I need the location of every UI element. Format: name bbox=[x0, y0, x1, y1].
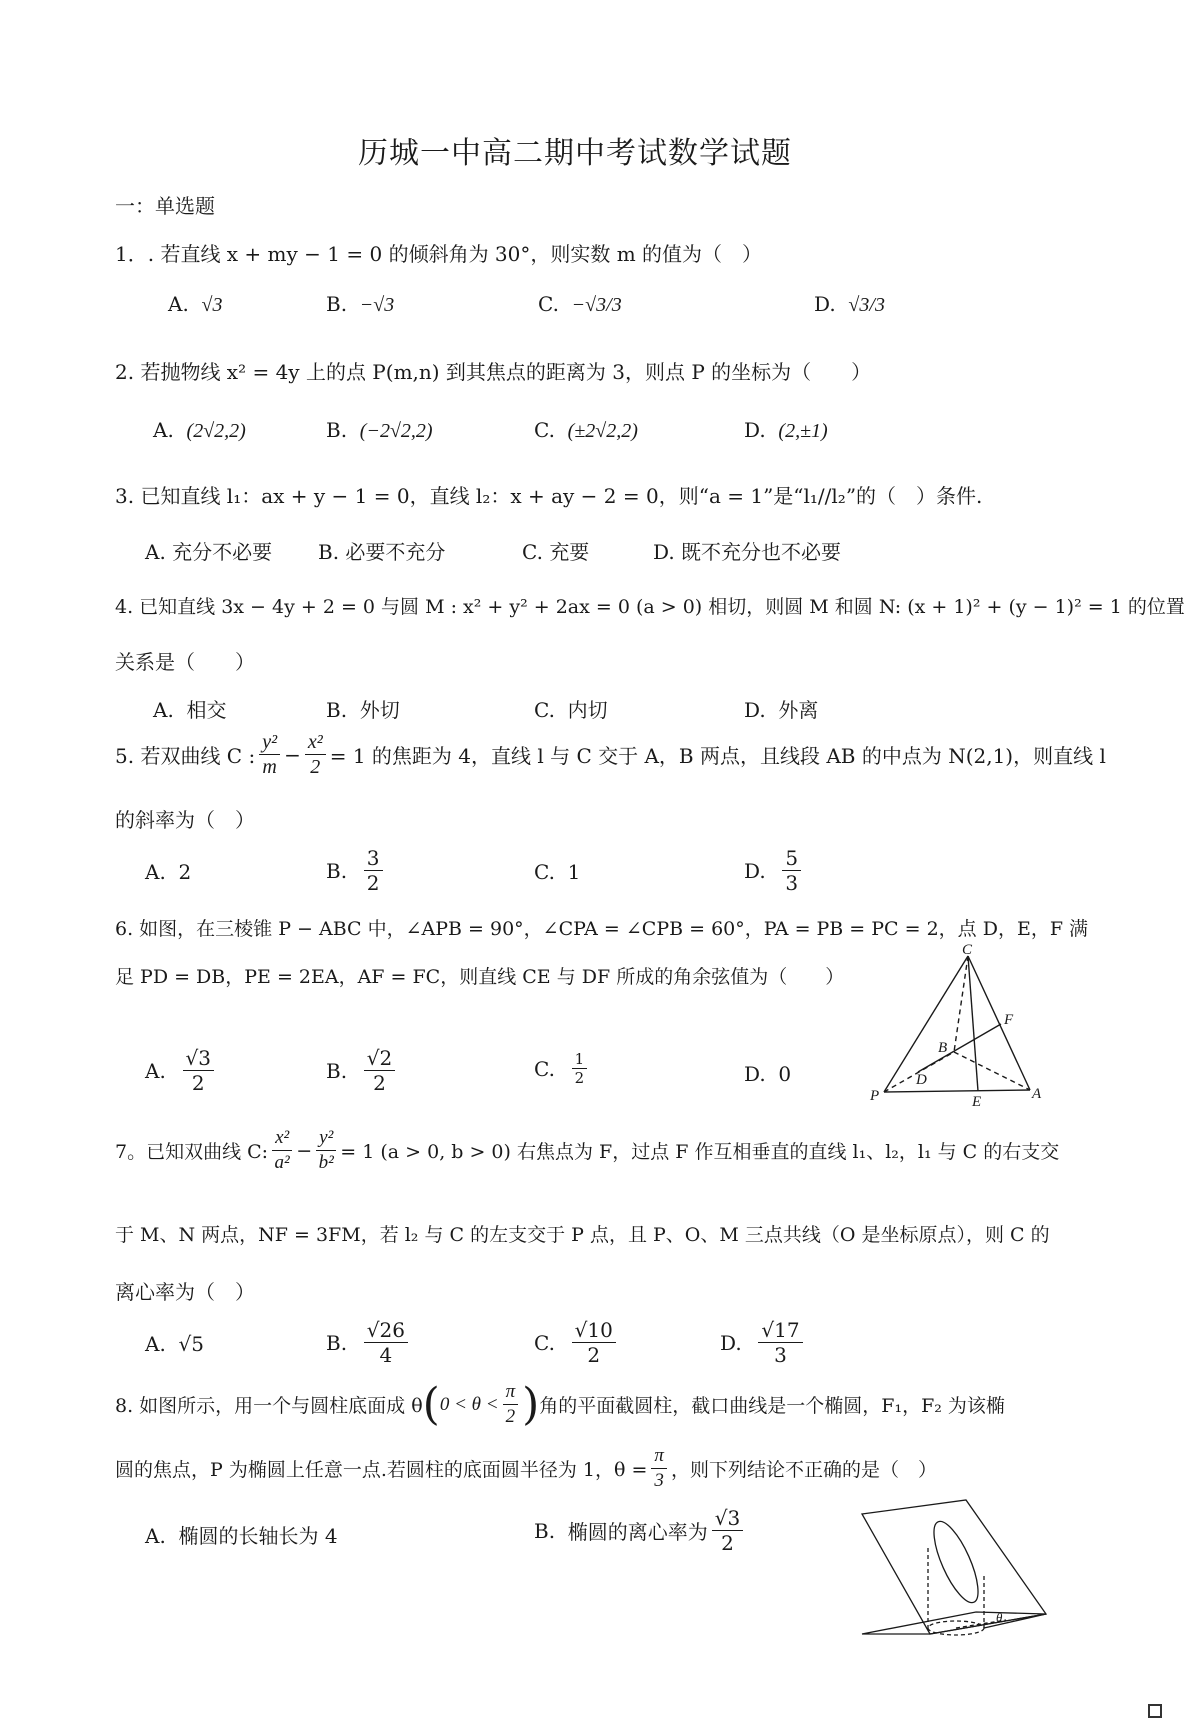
option-value: 内切 bbox=[567, 698, 608, 722]
denominator: a² bbox=[274, 1152, 290, 1173]
denominator: 4 bbox=[379, 1343, 393, 1367]
q3-option-b bbox=[318, 536, 445, 565]
question-5-stem-line2: 的斜率为（ ） bbox=[115, 808, 255, 832]
q8-stem-end: 角的平面截圆柱，截口曲线是一个椭圆，F₁，F₂ 为该椭 bbox=[539, 1395, 1005, 1417]
left-paren: ( bbox=[422, 1378, 440, 1430]
option-value: (±2√2,2) bbox=[567, 420, 638, 442]
q7-stem-start: 7。已知双曲线 C: bbox=[115, 1141, 269, 1163]
option-fraction bbox=[183, 1046, 214, 1095]
option-value: (2√2,2) bbox=[186, 420, 246, 442]
option-key: A. bbox=[145, 1058, 166, 1083]
label-p: P bbox=[870, 1088, 880, 1104]
label-a: A bbox=[1032, 1086, 1042, 1102]
option-key: A. bbox=[145, 1332, 166, 1356]
option-key: B. bbox=[326, 292, 348, 316]
option-key: B. bbox=[534, 1518, 556, 1543]
section-ellipse bbox=[925, 1516, 986, 1608]
q2-option-d bbox=[744, 418, 828, 443]
option-key: B. bbox=[326, 858, 348, 883]
option-value: 0 bbox=[778, 1062, 792, 1086]
q5-option-d bbox=[744, 846, 805, 895]
pyramid-figure bbox=[860, 944, 1060, 1108]
q7-option-a bbox=[145, 1332, 204, 1356]
q8-pi-fraction bbox=[503, 1380, 519, 1429]
question-7-stem-line2: 于 M、N 两点，NF = 3FM，若 l₂ 与 C 的左支交于 P 点，且 P、O、M 三点共线（O 是坐标原点），则 C 的 bbox=[115, 1224, 1050, 1246]
denominator: 3 bbox=[774, 1343, 787, 1367]
numerator: √3 bbox=[712, 1506, 743, 1531]
q5-stem-start: 5. 若双曲线 C : bbox=[115, 744, 256, 768]
option-key: C. bbox=[534, 418, 555, 442]
label-f: F bbox=[1004, 1012, 1014, 1028]
q7-stem-end: = 1 (a > 0, b > 0) 右焦点为 F，过点 F 作互相垂直的直线 l₁、l₂，l₁ 与 C 的右支交 bbox=[340, 1141, 1060, 1163]
numerator: √17 bbox=[758, 1318, 802, 1343]
q5-fraction-1 bbox=[259, 730, 280, 779]
option-key: C. bbox=[522, 540, 543, 564]
option-key: A. bbox=[145, 860, 166, 884]
numerator: y² bbox=[316, 1126, 336, 1151]
q3-option-c bbox=[522, 536, 589, 565]
option-key: A. bbox=[145, 1524, 166, 1548]
q7-fraction-1 bbox=[272, 1126, 292, 1175]
question-7-stem-line1 bbox=[115, 1126, 1059, 1175]
q1-option-d bbox=[814, 292, 885, 317]
line-df bbox=[918, 1024, 1001, 1072]
q8-stem-start: 8. 如图所示，用一个与圆柱底面成 θ bbox=[115, 1395, 423, 1417]
label-b: B bbox=[938, 1040, 948, 1056]
option-value: 外切 bbox=[359, 698, 400, 722]
q4-option-c bbox=[534, 694, 608, 723]
option-key: A. bbox=[145, 540, 166, 564]
label-e: E bbox=[972, 1094, 982, 1108]
q5-option-c bbox=[534, 860, 580, 884]
option-key: A. bbox=[153, 418, 174, 442]
option-value: 充分不必要 bbox=[172, 540, 273, 564]
edge-pa bbox=[884, 1090, 1030, 1092]
edge-ba bbox=[954, 1052, 1030, 1090]
option-value: 外离 bbox=[778, 698, 819, 722]
option-value: −√3 bbox=[359, 294, 395, 316]
q6-option-c bbox=[534, 1050, 591, 1087]
option-key: C. bbox=[538, 292, 559, 316]
q4-option-a bbox=[153, 694, 227, 723]
numerator: x² bbox=[305, 730, 326, 755]
q6-option-a bbox=[145, 1046, 218, 1095]
q2-option-c bbox=[534, 418, 638, 443]
numerator: 3 bbox=[364, 846, 383, 871]
option-value: 相交 bbox=[186, 698, 227, 722]
q1-option-a bbox=[168, 292, 223, 317]
option-key: A. bbox=[153, 698, 174, 722]
section-heading: 一：单选题 bbox=[115, 194, 215, 218]
q6-option-d bbox=[744, 1062, 791, 1086]
option-fraction bbox=[572, 1050, 588, 1087]
numerator: √2 bbox=[364, 1046, 395, 1071]
cutting-plane bbox=[862, 1500, 1046, 1634]
denominator: 2 bbox=[574, 1069, 585, 1087]
qr-code-icon bbox=[1148, 1704, 1162, 1718]
question-5-stem-line1 bbox=[115, 730, 1106, 779]
q7-option-c bbox=[534, 1318, 620, 1367]
numerator: x² bbox=[272, 1126, 292, 1151]
numerator: π bbox=[651, 1444, 667, 1469]
question-4-stem-line1: 4. 已知直线 3x − 4y + 2 = 0 与圆 M : x² + y² + 2ax = 0 (a > 0) 相切，则圆 M 和圆 N: (x + 1)² + (y − 1)² = 1 的位置 bbox=[115, 596, 1185, 618]
q7-option-d bbox=[720, 1318, 807, 1367]
question-6-stem-line1: 6. 如图，在三棱锥 P − ABC 中，∠APB = 90°，∠CPA = ∠CPB = 60°，PA = PB = PC = 2，点 D，E，F 满 bbox=[115, 918, 1089, 940]
minus-sign: − bbox=[284, 742, 301, 767]
denominator: 2 bbox=[373, 1071, 386, 1095]
option-value: 椭圆的离心率为 bbox=[567, 1520, 708, 1544]
denominator: 2 bbox=[587, 1343, 601, 1367]
numerator: √3 bbox=[183, 1046, 214, 1071]
option-key: C. bbox=[534, 698, 555, 722]
option-fraction bbox=[364, 1318, 408, 1367]
angle-condition: 0 < θ < bbox=[439, 1393, 499, 1415]
option-key: C. bbox=[534, 1056, 555, 1081]
numerator: 5 bbox=[782, 846, 801, 871]
question-8-stem-line1 bbox=[115, 1380, 1005, 1429]
cut-trace bbox=[984, 1614, 1046, 1628]
numerator: π bbox=[503, 1380, 519, 1405]
denominator: 2 bbox=[721, 1531, 734, 1555]
option-value: (2,±1) bbox=[778, 420, 828, 442]
cylinder-figure bbox=[856, 1496, 1056, 1646]
numerator: y² bbox=[259, 730, 280, 755]
option-fraction bbox=[572, 1318, 616, 1367]
right-paren: ) bbox=[522, 1378, 540, 1430]
q5-option-a bbox=[145, 860, 191, 884]
q2-option-b bbox=[326, 418, 433, 443]
denominator: m bbox=[262, 756, 277, 778]
option-key: D. bbox=[744, 698, 766, 722]
option-key: C. bbox=[534, 860, 555, 884]
option-key: D. bbox=[744, 418, 766, 442]
q4-option-d bbox=[744, 694, 818, 723]
edge-ca bbox=[968, 956, 1030, 1090]
q1-option-b bbox=[326, 292, 394, 317]
q6-option-b bbox=[326, 1046, 399, 1095]
option-key: D. bbox=[744, 1062, 766, 1086]
q3-option-d bbox=[653, 536, 841, 565]
line-ce bbox=[968, 956, 978, 1091]
option-fraction bbox=[758, 1318, 802, 1367]
q7-option-b bbox=[326, 1318, 412, 1367]
option-value: √5 bbox=[178, 1332, 204, 1356]
q8-option-b bbox=[534, 1506, 747, 1555]
denominator: 2 bbox=[505, 1406, 516, 1427]
option-key: B. bbox=[318, 540, 340, 564]
option-fraction bbox=[364, 846, 383, 895]
label-c: C bbox=[962, 944, 973, 958]
denominator: b² bbox=[318, 1152, 334, 1173]
question-7-stem-line3: 离心率为（ ） bbox=[115, 1280, 255, 1304]
option-value: 1 bbox=[567, 860, 581, 884]
option-key: C. bbox=[534, 1330, 555, 1355]
option-key: B. bbox=[326, 1058, 348, 1083]
question-1-stem: 1．. 若直线 x + my − 1 = 0 的倾斜角为 30°，则实数 m 的值为（ ） bbox=[115, 242, 763, 266]
option-key: D. bbox=[720, 1330, 742, 1355]
option-value: 2 bbox=[178, 860, 192, 884]
option-key: A. bbox=[168, 292, 189, 316]
option-key: D. bbox=[744, 858, 766, 883]
option-fraction bbox=[712, 1506, 743, 1555]
option-value: 既不充分也不必要 bbox=[681, 540, 842, 564]
q8-line2-start: 圆的焦点，P 为椭圆上任意一点.若圆柱的底面圆半径为 1，θ = bbox=[115, 1459, 648, 1481]
option-fraction bbox=[782, 846, 801, 895]
q8-line2-end: ，则下列结论不正确的是（ ） bbox=[670, 1459, 937, 1481]
q5-option-b bbox=[326, 846, 387, 895]
option-value: −√3/3 bbox=[571, 294, 622, 316]
question-3-stem: 3. 已知直线 l₁：ax + y − 1 = 0，直线 l₂：x + ay − 2 = 0，则“a = 1”是“l₁//l₂”的（ ）条件. bbox=[115, 484, 983, 508]
denominator: 2 bbox=[310, 756, 321, 778]
q4-option-b bbox=[326, 694, 400, 723]
minus-sign: − bbox=[296, 1139, 313, 1162]
q5-fraction-2 bbox=[305, 730, 326, 779]
question-2-stem: 2. 若抛物线 x² = 4y 上的点 P(m,n) 到其焦点的距离为 3，则点 P 的坐标为（ ） bbox=[115, 360, 872, 384]
denominator: 2 bbox=[366, 871, 380, 895]
option-value: 必要不充分 bbox=[345, 540, 446, 564]
option-key: B. bbox=[326, 1330, 348, 1355]
numerator: √26 bbox=[364, 1318, 408, 1343]
option-value: √3 bbox=[201, 294, 223, 316]
option-key: B. bbox=[326, 698, 348, 722]
option-key: D. bbox=[814, 292, 836, 316]
q1-option-c bbox=[538, 292, 622, 317]
theta-label: θ bbox=[996, 1610, 1003, 1625]
q7-fraction-2 bbox=[316, 1126, 336, 1175]
option-fraction bbox=[364, 1046, 395, 1095]
option-key: D. bbox=[653, 540, 675, 564]
question-8-stem-line2 bbox=[115, 1444, 937, 1493]
numerator: 1 bbox=[572, 1050, 588, 1069]
numerator: √10 bbox=[572, 1318, 616, 1343]
page-title: 历城一中高二期中考试数学试题 bbox=[358, 136, 792, 171]
option-value: √3/3 bbox=[848, 294, 885, 316]
q5-stem-end: = 1 的焦距为 4，直线 l 与 C 交于 A，B 两点，且线段 AB 的中点为 N(2,1)，则直线 l bbox=[329, 744, 1106, 768]
q8-theta-fraction bbox=[651, 1444, 667, 1493]
q2-option-a bbox=[153, 418, 246, 443]
option-value: (−2√2,2) bbox=[359, 420, 433, 442]
q8-option-a bbox=[145, 1520, 338, 1549]
label-d: D bbox=[916, 1072, 927, 1088]
question-6-stem-line2: 足 PD = DB，PE = 2EA，AF = FC，则直线 CE 与 DF 所成的角余弦值为（ ） bbox=[115, 966, 845, 988]
option-value: 椭圆的长轴长为 4 bbox=[178, 1524, 338, 1548]
denominator: 3 bbox=[785, 871, 799, 895]
base-plane bbox=[862, 1612, 1046, 1634]
denominator: 3 bbox=[654, 1470, 664, 1491]
denominator: 2 bbox=[191, 1071, 205, 1095]
question-4-stem-line2: 关系是（ ） bbox=[115, 650, 255, 674]
q3-option-a bbox=[145, 536, 272, 565]
edge-cb bbox=[954, 956, 968, 1052]
option-key: B. bbox=[326, 418, 348, 442]
option-value: 充要 bbox=[549, 540, 590, 564]
